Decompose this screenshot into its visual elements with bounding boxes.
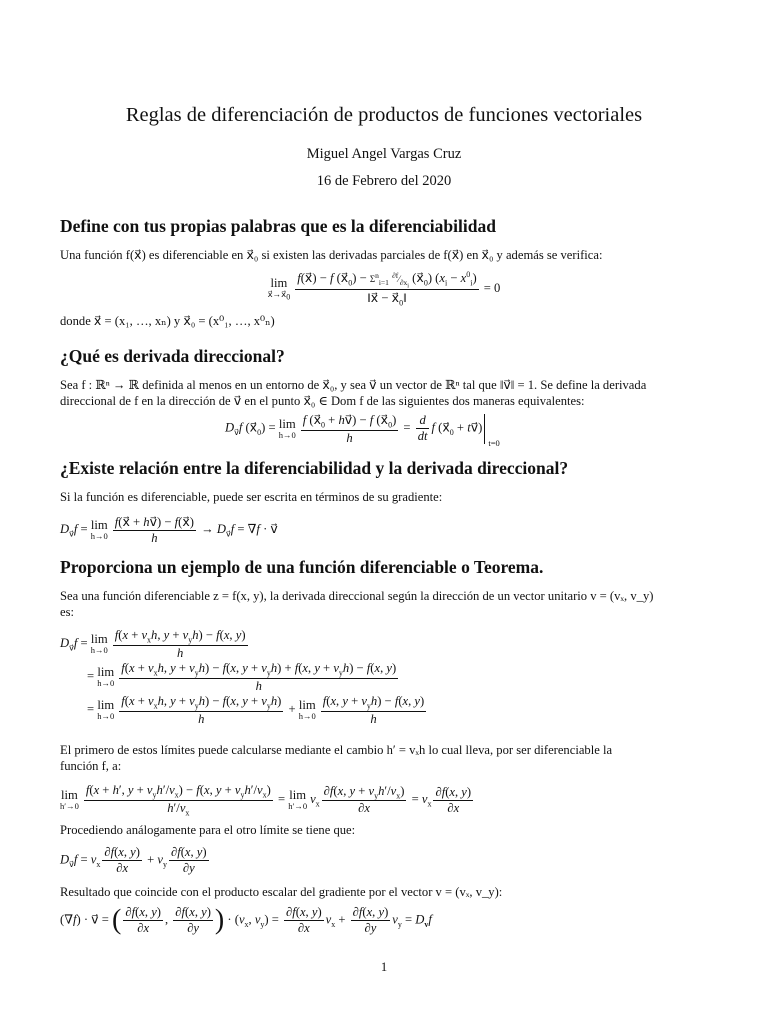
section-1-outro: donde x⃗ = (x₁, …, xₙ) y x⃗₀ = (x⁰₁, …, x⁰ₙ) xyxy=(60,314,275,328)
document-date: 16 de Febrero del 2020 xyxy=(316,173,452,189)
section-4-equation-line-3: = lim h→0 $\frac{f(x + v_xh, y + v_yh) - f(x, y + v_yh)}{h}$ + lim h→0 $\frac{f(x, y + v_yh) - f(x, y)}{h}$ xyxy=(87,694,425,726)
section-4-paragraph-analog: Procediendo análogamente para el otro límite se tiene que: xyxy=(60,823,356,837)
section-4-equation-final: (∇f) · v⃗ = ( $\frac{\partial f(x, y)}{\partial x}$ , $\frac{\partial f(x, y)}{\partial y}$ ) · ($v_x$, $v_y$) = $\frac{\partial f(x, y)}{\partial x}$ $v_x$ + $\frac{\partial f(x, y)}{\partial y}$ $v_y = D_vf$ xyxy=(60,904,432,936)
section-4-paragraph-final: Resultado que coincide con el producto escalar del gradiente por el vector v = (vₓ, v_y): xyxy=(60,885,503,899)
section-3-intro: Si la función es diferenciable, puede ser escrita en términos de su gradiente: xyxy=(60,490,443,504)
section-4-paragraph-line-2: función f, a: xyxy=(60,759,122,773)
section-heading-4: Proporciona un ejemplo de una función diferenciable o Teorema. xyxy=(60,557,544,577)
section-4-intro-line-2: es: xyxy=(60,605,74,619)
section-1-intro: Una función f(x⃗) es diferenciable en x⃗₀ si existen las derivadas parciales de f(x⃗) en x⃗₀ y además se verifica: xyxy=(60,248,603,262)
section-heading-3: ¿Existe relación entre la diferenciabilidad y la derivada direccional? xyxy=(60,458,569,478)
section-4-paragraph-line-1: El primero de estos límites puede calcularse mediante el cambio h′ = vₓh lo cual lleva, por ser diferenciable la xyxy=(60,743,613,757)
section-heading-1: Define con tus propias palabras que es la diferenciabilidad xyxy=(60,216,496,236)
section-4-equation-limit: lim h′→0 $\frac{f(x + h', y + v_yh'/v_x) - f(x, y + v_yh'/v_x)}{h'/v_x}$ = lim h′→0 $v_x$ $\frac{\partial f(x, y + v_yh'/v_x)}{\partial x}$ = $v_x$ $\frac{\partial f(x, y)}{\partial x}$ xyxy=(60,783,472,818)
section-4-equation-line-1: $D_{v⃗}f$ = lim h→0 $\frac{f(x + v_xh, y + v_yh) - f(x, y)}{h}$ xyxy=(60,628,246,660)
section-2-equation: $D_{v⃗}f$ $(x⃗_0)$ = lim h→0 $\frac{f (x⃗_0 + hv⃗) - f (x⃗_0)}{h}$ = $\frac{d}{dt}$ f ($x⃗_0$ + tv⃗) t=0 xyxy=(225,413,500,448)
section-3-equation: $D_{v⃗}f$ = lim h→0 $\frac{f(x⃗ + hv⃗) - f(x⃗)}{h}$ → $D_{v⃗}f = \nabla f$ · v⃗ xyxy=(60,515,278,545)
document-title: Reglas de diferenciación de productos de funciones vectoriales xyxy=(125,104,643,126)
section-2-intro-line-1: Sea f : ℝⁿ → ℝ definida al menos en un entorno de x⃗₀, y sea v⃗ un vector de ℝⁿ tal que ‖v⃗‖ = 1. Se define la derivada xyxy=(60,378,647,392)
section-4-equation-result: $D_{v⃗}f = v_x$ $\frac{\partial f(x, y)}{\partial x}$ + $v_y$ $\frac{\partial f(x, y)}{\partial y}$ xyxy=(60,845,207,875)
page-number: 1 xyxy=(380,960,388,974)
section-heading-2: ¿Qué es derivada direccional? xyxy=(60,346,285,366)
section-4-intro-line-1: Sea una función diferenciable z = f(x, y), la derivada direccional según la dirección de un vector unitario v = (vₓ, v_y) xyxy=(60,589,654,603)
document-author: Miguel Angel Vargas Cruz xyxy=(306,146,462,162)
section-1-equation: lim $x⃗\to x⃗_0$ $\frac{f(x⃗) - f (x⃗_0) - \Sigma^n_{i=1} ^{\partial f}⁄_{\partial x_i} (x⃗_0) (x_i - x^0_i)}{‖x⃗ - x⃗_0‖}$ = 0 xyxy=(267,270,501,308)
section-4-equation-line-2: = lim h→0 $f(x + v_xh$, $y + v_yh) - f(x$, $y + v_yh) + f(x$, $y + v_yh) - f(x$, y) h xyxy=(87,661,397,693)
section-2-intro-line-2: direccional de f en la dirección de v⃗ en el punto x⃗₀ ∈ Dom f de las siguientes dos maneras equivalentes: xyxy=(60,394,585,408)
